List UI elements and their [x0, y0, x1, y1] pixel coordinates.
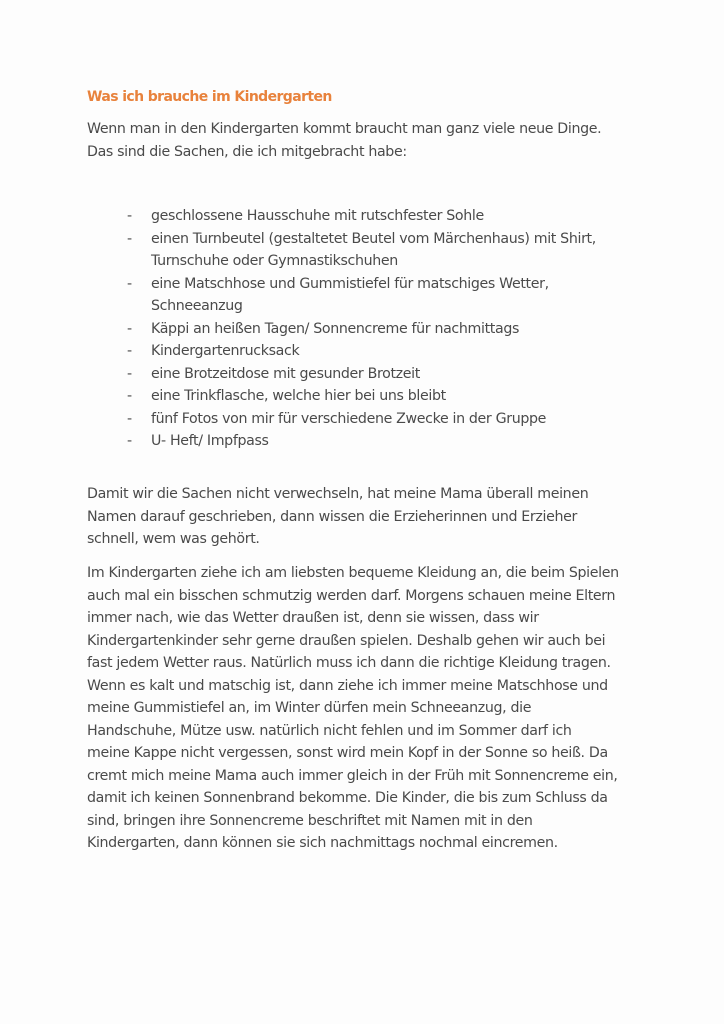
list-item — [127, 385, 607, 408]
intro-paragraph — [87, 118, 647, 163]
list-item-text: eine Brotzeitdose mit gesunder Brotzeit — [151, 365, 420, 382]
list-item — [127, 430, 607, 453]
list-item-text: Käppi an heißen Tagen/ Sonnencreme für nachmittags — [151, 320, 520, 337]
intro-line: Wenn man in den Kindergarten kommt braucht man ganz viele neue Dinge. — [87, 121, 602, 137]
list-item — [127, 363, 607, 386]
list-item — [127, 273, 607, 318]
dash-bullet-icon: - — [127, 365, 132, 382]
dash-bullet-icon: - — [127, 343, 132, 359]
dash-bullet-icon: - — [127, 410, 132, 427]
list-item-text: einen Turnbeutel (gestaltetet Beutel vom Märchenhaus) mit Shirt, Turnschuhe oder Gymnastikschuhen — [151, 230, 596, 269]
list-item-text: eine Matschhose und Gummistiefel für matschiges Wetter, Schneeanzug — [151, 275, 549, 314]
list-item-text: U- Heft/ Impfpass — [151, 433, 269, 449]
document-heading: Was ich brauche im Kindergarten — [87, 89, 332, 105]
dash-bullet-icon: - — [127, 388, 132, 404]
labeling-paragraph: Damit wir die Sachen nicht verwechseln, hat meine Mama überall meinen Namen darauf geschrieben, dann wissen die Erzieherinnen und Erzieher schnell, wem was gehört. — [87, 486, 589, 547]
dash-bullet-icon: - — [127, 208, 132, 224]
list-item — [127, 340, 607, 363]
dash-bullet-icon: - — [127, 433, 132, 449]
dash-bullet-icon: - — [127, 230, 132, 247]
list-item — [127, 228, 607, 273]
list-item-text: fünf Fotos von mir für verschiedene Zwecke in der Gruppe — [151, 410, 547, 427]
intro-line: Das sind die Sachen, die ich mitgebracht habe: — [87, 143, 407, 160]
list-item-text: eine Trinkflasche, welche hier bei uns bleibt — [151, 388, 446, 404]
dash-bullet-icon: - — [127, 320, 132, 337]
list-item-text: geschlossene Hausschuhe mit rutschfester Sohle — [151, 208, 484, 224]
dash-bullet-icon: - — [127, 275, 132, 292]
list-item — [127, 318, 607, 341]
clothing-paragraph: Im Kindergarten ziehe ich am liebsten bequeme Kleidung an, die beim Spielen auch mal ein bisschen schmutzig werden darf. Morgens schauen meine Eltern immer nach, wie das Wetter draußen ist, denn sie wissen, dass wir Kindergartenkinder sehr gerne draußen spielen. Deshalb gehen wir auch bei fast jedem Wetter raus. Natürlich muss ich dann die richtige Kleidung tragen. Wenn es kalt und matschig ist, dann ziehe ich immer meine Matschhose und meine Gummistiefel an, im Winter dürfen mein Schneeanzug, die Handschuhe, Mütze usw. natürlich nicht fehlen und im Sommer darf ich meine Kappe nicht vergessen, sonst wird mein Kopf in der Sonne so heiß. Da cremt mich meine Mama auch immer gleich in der Früh mit Sonnencreme ein, damit ich keinen Sonnenbrand bekomme. Die Kinder, die bis zum Schluss da sind, bringen ihre Sonnencreme beschriftet mit Namen mit in den Kindergarten, dann können sie sich nachmittags nochmal eincremen. — [87, 565, 619, 851]
list-item — [127, 408, 607, 431]
list-item — [127, 205, 607, 228]
supply-list — [127, 205, 607, 453]
list-item-text: Kindergartenrucksack — [151, 343, 300, 359]
